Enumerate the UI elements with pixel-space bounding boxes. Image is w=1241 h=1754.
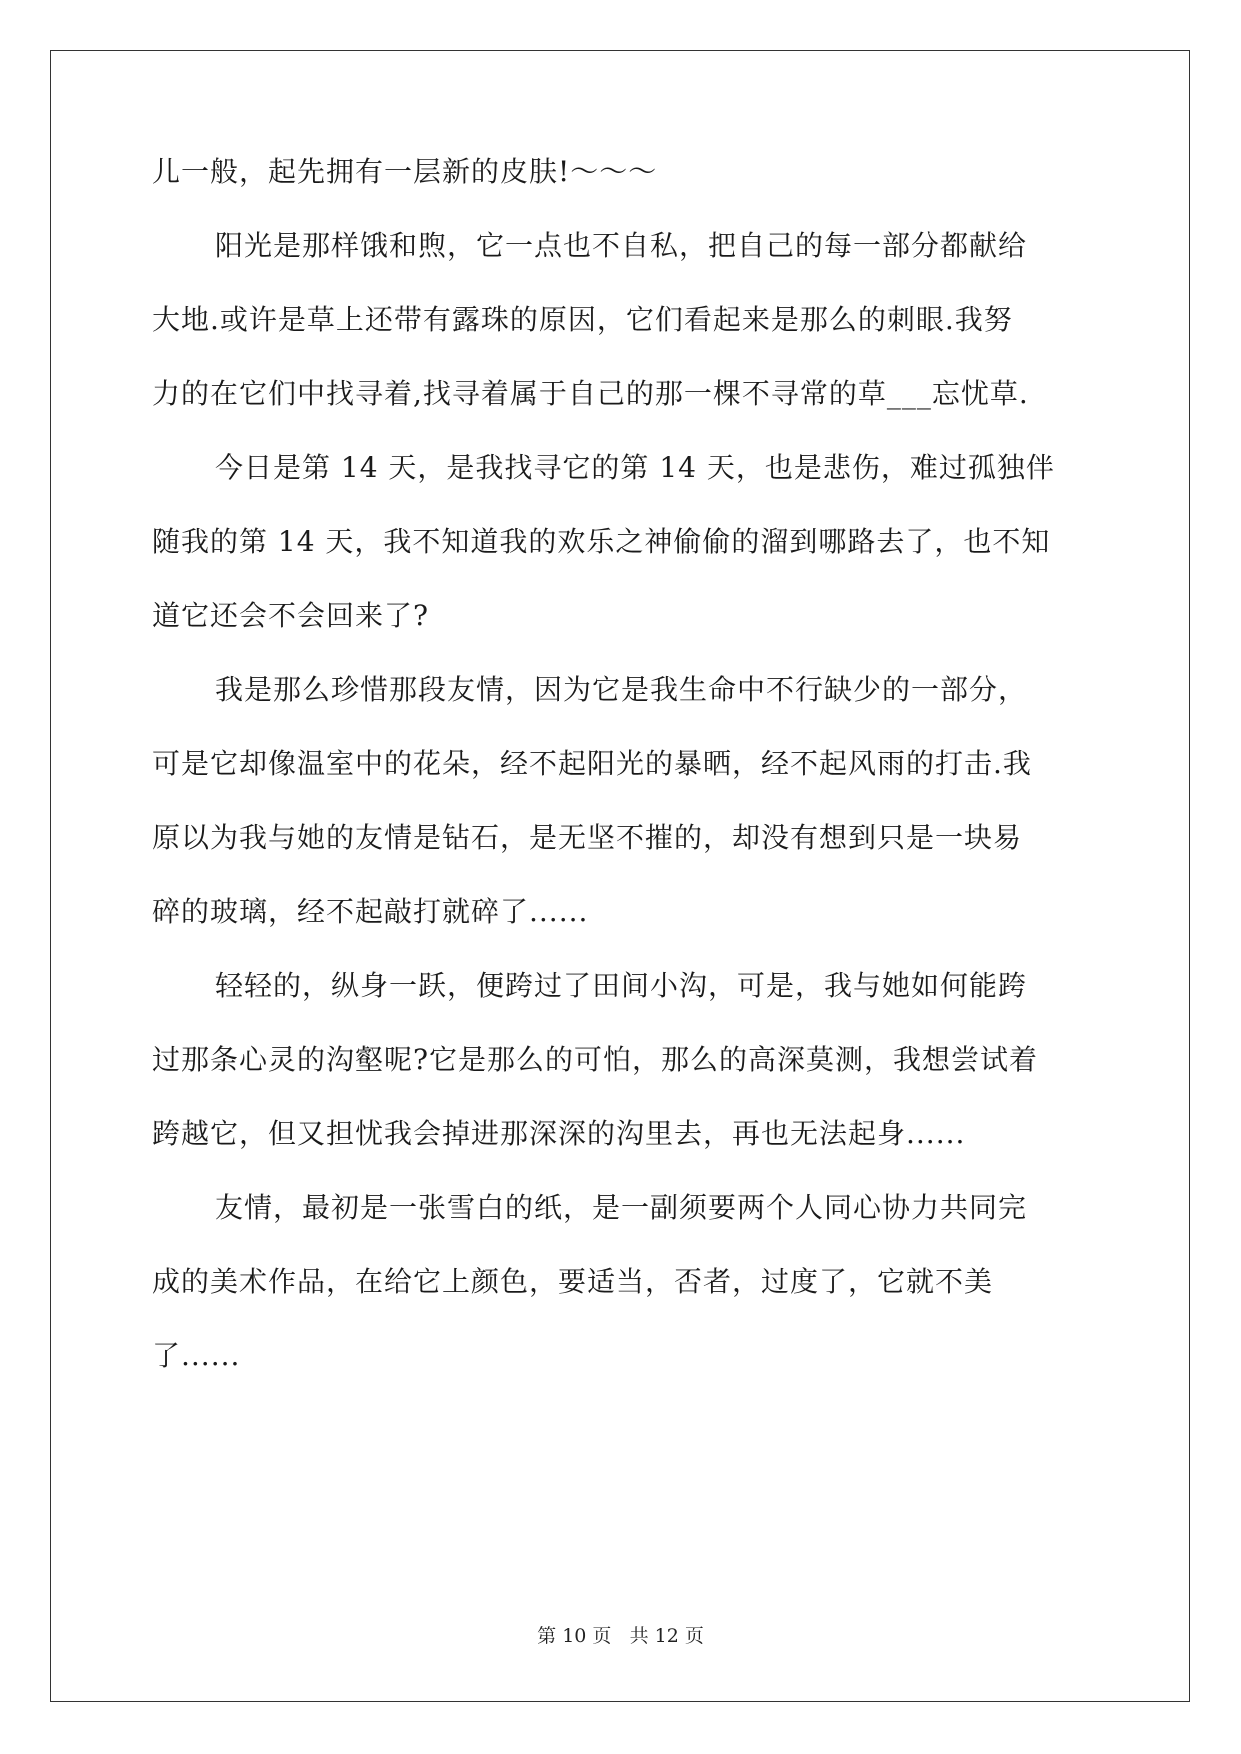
text-line: 我是那么珍惜那段友情，因为它是我生命中不行缺少的一部分， [215, 673, 1028, 706]
text-line: 道它还会不会回来了? [152, 599, 430, 632]
text-line: 跨越它，但又担忧我会掉进那深深的沟里去，再也无法起身...... [152, 1117, 966, 1150]
page-total: 共 12 页 [629, 1625, 704, 1647]
text-line: 今日是第 14 天，是我找寻它的第 14 天，也是悲伤，难过孤独伴 [215, 451, 1055, 484]
page-border [50, 50, 1190, 1702]
text-line: 过那条心灵的沟壑呢?它是那么的可怕，那么的高深莫测，我想尝试着 [152, 1043, 1039, 1076]
text-line: 力的在它们中找寻着,找寻着属于自己的那一棵不寻常的草___忘忧草. [152, 377, 1029, 410]
text-line: 成的美术作品，在给它上颜色，要适当，否者，过度了，它就不美 [152, 1265, 994, 1298]
text-line: 碎的玻璃，经不起敲打就碎了...... [152, 895, 589, 928]
text-line: 可是它却像温室中的花朵，经不起阳光的暴晒，经不起风雨的打击.我 [152, 747, 1032, 780]
text-line: 轻轻的，纵身一跃，便跨过了田间小沟，可是，我与她如何能跨 [215, 969, 1028, 1002]
text-line: 原以为我与她的友情是钻石，是无坚不摧的，却没有想到只是一块易 [152, 821, 1023, 854]
text-line: 儿一般，起先拥有一层新的皮肤!～～～ [152, 155, 658, 188]
text-line: 友情，最初是一张雪白的纸，是一副须要两个人同心协力共同完 [215, 1191, 1028, 1224]
text-line: 大地.或许是草上还带有露珠的原因，它们看起来是那么的刺眼.我努 [152, 303, 1013, 336]
text-line: 阳光是那样饿和煦，它一点也不自私，把自己的每一部分都献给 [215, 229, 1028, 262]
page-footer [0, 1624, 1241, 1648]
page-number: 第 10 页 [537, 1625, 612, 1647]
text-line: 了...... [152, 1339, 241, 1372]
text-line: 随我的第 14 天，我不知道我的欢乐之神偷偷的溜到哪路去了，也不知 [152, 525, 1051, 558]
